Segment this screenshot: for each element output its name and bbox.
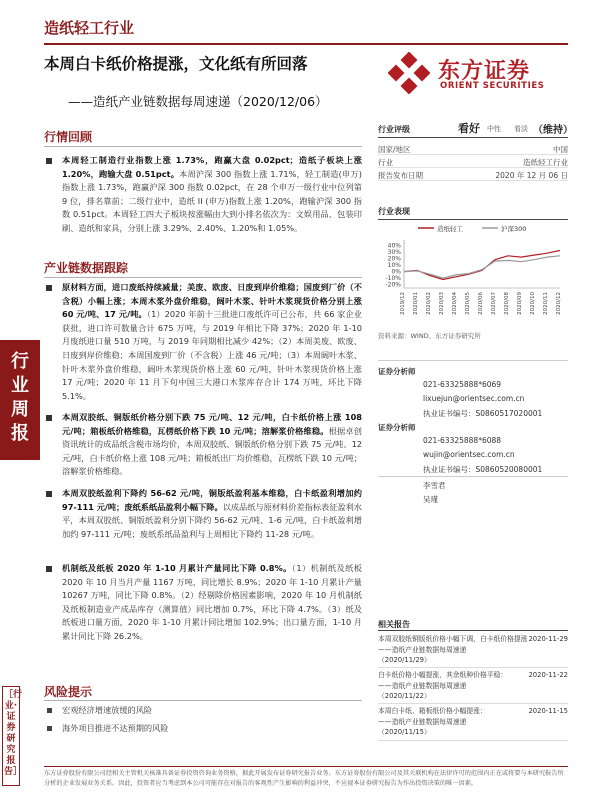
report-subtitle: ——造纸产业链数据每周速递（2020/12/06） bbox=[68, 94, 328, 109]
related-title[interactable]: 本周双胶纸铜版纸价格小幅下调，白卡纸价格提涨 bbox=[378, 635, 528, 643]
related-item[interactable] bbox=[378, 634, 568, 666]
section-divider bbox=[44, 146, 362, 147]
analyst-phone: 021-63325888*6069 bbox=[423, 380, 502, 389]
top-header-bar bbox=[44, 15, 568, 45]
report-title: 本周白卡纸价格提涨，文化纸有所回落 bbox=[44, 55, 308, 73]
divider bbox=[378, 360, 568, 361]
info-key: 行业 bbox=[378, 158, 393, 167]
performance-chart-svg bbox=[378, 222, 568, 332]
performance-chart bbox=[378, 222, 568, 342]
rating-neutral: 中性 bbox=[487, 125, 501, 133]
info-value: 2020 年 12 月 06 日 bbox=[495, 171, 568, 180]
x-tick-label: 2020/06 bbox=[478, 292, 484, 315]
related-heading: 相关报告 bbox=[378, 619, 568, 631]
side-band-text: 行业周报 bbox=[11, 351, 29, 444]
y-tick-label: -20% bbox=[385, 281, 401, 289]
x-tick-label: 2020/12 bbox=[556, 292, 562, 315]
chain-paragraph-2 bbox=[62, 411, 362, 479]
legend-label: 沪深300 bbox=[501, 225, 527, 233]
related-item[interactable] bbox=[378, 670, 568, 702]
footer-divider bbox=[44, 766, 568, 767]
chain-3-bold: 本周双胶纸盈利下降约 56-62 元/吨，铜版纸盈利基本维稳，白卡纸盈利增加约 97-111 元/吨；废纸系纸品盈利小幅下降。 bbox=[62, 488, 362, 512]
bullet-icon bbox=[46, 415, 52, 421]
x-tick-label: 2020/07 bbox=[491, 292, 497, 315]
info-key: 国家/地区 bbox=[378, 145, 411, 154]
section-divider bbox=[44, 700, 362, 701]
divider bbox=[378, 740, 568, 741]
y-tick-label: 30% bbox=[387, 248, 401, 256]
x-tick-label: 2020/08 bbox=[504, 292, 510, 315]
section-heading-chain: 产业链数据跟踪 bbox=[44, 261, 129, 275]
chain-paragraph-3 bbox=[62, 487, 362, 541]
section-heading-review: 行情回顾 bbox=[44, 130, 93, 144]
info-row bbox=[378, 155, 568, 168]
x-tick-label: 2020/09 bbox=[517, 292, 523, 315]
divider bbox=[378, 476, 568, 477]
related-date: 2020-11-29 bbox=[528, 635, 568, 643]
related-date: 2020-11-15 bbox=[528, 707, 568, 715]
y-tick-label: 20% bbox=[387, 255, 401, 263]
related-item[interactable] bbox=[378, 706, 568, 738]
risk-item: 宏观经济增速放缓的风险 bbox=[62, 705, 153, 715]
related-date-paren: （2020/11/15） bbox=[378, 728, 431, 736]
x-tick-label: 2020/11 bbox=[543, 292, 549, 315]
info-row bbox=[378, 168, 568, 181]
info-key: 报告发布日期 bbox=[378, 171, 423, 180]
related-date-paren: （2020/11/29） bbox=[378, 656, 431, 664]
info-row bbox=[378, 142, 568, 155]
x-tick-label: 2020/02 bbox=[426, 292, 432, 315]
divider bbox=[378, 703, 568, 704]
risk-item: 海外项目推进不达预期的风险 bbox=[62, 723, 169, 733]
contact-name: 吴瑾 bbox=[423, 495, 438, 504]
section-heading-risk: 风险提示 bbox=[44, 685, 93, 699]
logo-english-text: ORIENT SECURITIES bbox=[440, 81, 545, 91]
analyst-email[interactable]: wujin@orientsec.com.cn bbox=[423, 450, 515, 459]
review-bold: 本周轻工制造行业指数上涨 1.73%，跑赢大盘 0.02pct；造纸子板块上涨 1.20%，跑输大盘 0.51pct。 bbox=[62, 155, 362, 179]
section-divider bbox=[44, 277, 362, 278]
bullet-icon bbox=[46, 566, 52, 572]
y-tick-label: 0% bbox=[391, 268, 401, 276]
contact-name: 李雪君 bbox=[423, 481, 446, 490]
rating-row bbox=[378, 120, 573, 138]
footer-disclaimer: 东方证券股份有限公司经相关主管机关核准具备证券投资咨询业务资格，据此开展发布证券研究报告业务。东方证券股份有限公司及其关联机构在法律许可的范围内正在或将要与本研究报告所分析的企业发展业务关系。因此，投资者应当考虑到本公司可能存在对报告的客观性产生影响的利益冲突，不应视本证券研究报告为作出投资决策的唯一因素。 bbox=[44, 770, 564, 787]
related-subtitle: ——造纸产业链数据每周速递 bbox=[378, 717, 467, 726]
analyst-label: 证券分析师 bbox=[378, 367, 416, 376]
orient-logo-icon bbox=[388, 52, 430, 94]
x-tick-label: 2020/05 bbox=[465, 292, 471, 315]
related-title[interactable]: 白卡纸价格小幅提涨，其余纸种价格平稳： bbox=[378, 671, 508, 679]
legend-label: 造纸轻工 bbox=[437, 225, 463, 233]
related-subtitle: ——造纸产业链数据每周速递 bbox=[378, 645, 467, 654]
side-vertical-text: ［行业·证券研究报告］ bbox=[4, 690, 23, 777]
analyst-phone: 021-63325888*6088 bbox=[423, 436, 502, 445]
x-tick-label: 2020/04 bbox=[452, 292, 458, 315]
info-value: 造纸轻工行业 bbox=[523, 158, 568, 167]
analyst-email[interactable]: lixuejun@orientsec.com.cn bbox=[423, 394, 525, 403]
x-tick-label: 2020/03 bbox=[439, 292, 445, 315]
logo-chinese-text: 东方证券 bbox=[438, 59, 531, 84]
chain-1-text: （1）2020 年前十三批进口废纸许可已公布，共 66 家企业获批，进口许可数量合计 675 万吨，与 2019 年相比下降 37%；2020 年 1-10 月废纸进口量 510 万吨，与 2019 年同期相比减少 42%；（2）本周美废、欧废、日废到岸价维稳；本周国废到厂价（不含税）上涨 46 元/吨；（3）本周阔叶木浆、针叶木浆外盘价维稳，阔叶木浆现货价格上涨 60 元/吨，针叶木浆现货价格上涨 17 元/吨；2020 年 11 月下旬中国三大港口木浆库存合计 174 万吨，环比下降 5.1%。 bbox=[62, 309, 362, 401]
chain-2-text: 根据卓创资讯统计的成品纸含税市场均价，本周双胶纸、铜版纸价格分别下跌 75 元/吨、12 元/吨，白卡纸价格上涨 108 元/吨；箱板纸出厂均价维稳，瓦楞纸下跌 10 元/吨；溶解浆价格维稳。 bbox=[62, 425, 362, 477]
company-logo bbox=[388, 52, 568, 98]
related-date: 2020-11-22 bbox=[528, 671, 568, 679]
chain-1-bold: 原材料方面，进口废纸持续减量；美废、欧废、日废到岸价维稳；国废到厂价（不含税）小幅上涨；本周木浆外盘价维稳，阔叶木浆、针叶木浆现货价格分别上涨 60 元/吨、17 元/吨。 bbox=[62, 282, 362, 320]
industry-label: 造纸轻工行业 bbox=[44, 19, 135, 37]
y-tick-label: -10% bbox=[385, 275, 401, 283]
related-subtitle: ——造纸产业链数据每周速递 bbox=[378, 681, 467, 690]
bullet-icon bbox=[47, 726, 52, 731]
chain-4-bold: 机制纸及纸板 2020 年 1-10 月累计产量同比下降 0.8%。 bbox=[62, 563, 292, 573]
related-date-paren: （2020/11/22） bbox=[378, 692, 431, 700]
chain-paragraph-4 bbox=[62, 562, 362, 644]
x-tick-label: 2020/01 bbox=[413, 292, 419, 315]
series-line bbox=[404, 251, 560, 280]
review-text: 本周沪深 300 指数上涨 1.71%，轻工制造(申万)指数上涨 1.73%，跑赢沪深 300 指数 0.02pct，在 28 个申万一级行业中位列第 9 位，排名靠前；二级行业中，造纸 II (申万)指数上涨 1.20%，跑输沪深 300 指数 0.51pct。本周轻工四大子板块按涨幅由大到小排名依次为：文娱用品、包装印刷、造纸和家具，分别上涨 3.29%、2.40%、1.20%和 1.05%。 bbox=[62, 168, 362, 233]
chart-source: 资料来源：WIND、东方证券研究所 bbox=[378, 332, 481, 340]
bullet-icon bbox=[47, 708, 52, 713]
analyst-cert: 执业证书编号：S0860520080001 bbox=[423, 465, 543, 474]
analyst-cert: 执业证书编号：S0860517020001 bbox=[423, 409, 543, 418]
performance-heading: 行业表现 bbox=[378, 206, 568, 220]
analyst-label: 证券分析师 bbox=[378, 423, 416, 432]
y-tick-label: 40% bbox=[387, 242, 401, 250]
x-tick-label: 2020/10 bbox=[530, 292, 536, 315]
rating-bearish: 看淡 bbox=[514, 125, 528, 133]
chain-4-text: （1）机制纸及纸板 2020 年 10 月当月产量 1167 万吨，同比增长 8.9%；2020 年 1-10 月累计产量 10267 万吨，同比下降 0.8%。（2）经剔除价格因素影响，2020 年 10 月机制纸及纸板制造业产成品库存（测算值）同比增加 0.7%，环比下降 4.7%。（3）纸及纸板进口量方面，2020 年 1-10 月累计同比增加 102.9%；出口量方面，1-10 月累计同比下降 26.2%。 bbox=[62, 563, 362, 641]
rating-maintain: （维持） bbox=[533, 125, 573, 136]
y-tick-label: 10% bbox=[387, 262, 401, 269]
chain-2-bold: 本周双胶纸、铜版纸价格分别下跌 75 元/吨、12 元/吨，白卡纸价格上涨 108 元/吨；箱板纸价格维稳，瓦楞纸价格下跌 10 元/吨；溶解浆价格维稳。 bbox=[62, 412, 362, 436]
rating-label: 行业评级 bbox=[378, 125, 410, 134]
chain-paragraph-1 bbox=[62, 281, 362, 403]
x-tick-label: 2019/12 bbox=[400, 292, 406, 315]
info-value: 中国 bbox=[553, 145, 568, 154]
divider bbox=[378, 667, 568, 668]
rating-view: 看好 bbox=[458, 122, 480, 135]
related-title[interactable]: 本周白卡纸、箱板纸价格小幅提涨： bbox=[378, 707, 487, 715]
chain-3-text: 以成品纸与原材料价差指标表征盈利水平，本周双胶纸、铜版纸盈利分别下降约 56-62 元/吨、1-6 元/吨，白卡纸盈利增加约 97-111 元/吨；废纸系纸品盈利与上周相比下降约 11-28 元/吨。 bbox=[62, 501, 362, 539]
bullet-icon bbox=[46, 158, 52, 164]
review-paragraph bbox=[62, 154, 362, 236]
bullet-icon bbox=[46, 285, 52, 291]
bullet-icon bbox=[46, 491, 52, 497]
